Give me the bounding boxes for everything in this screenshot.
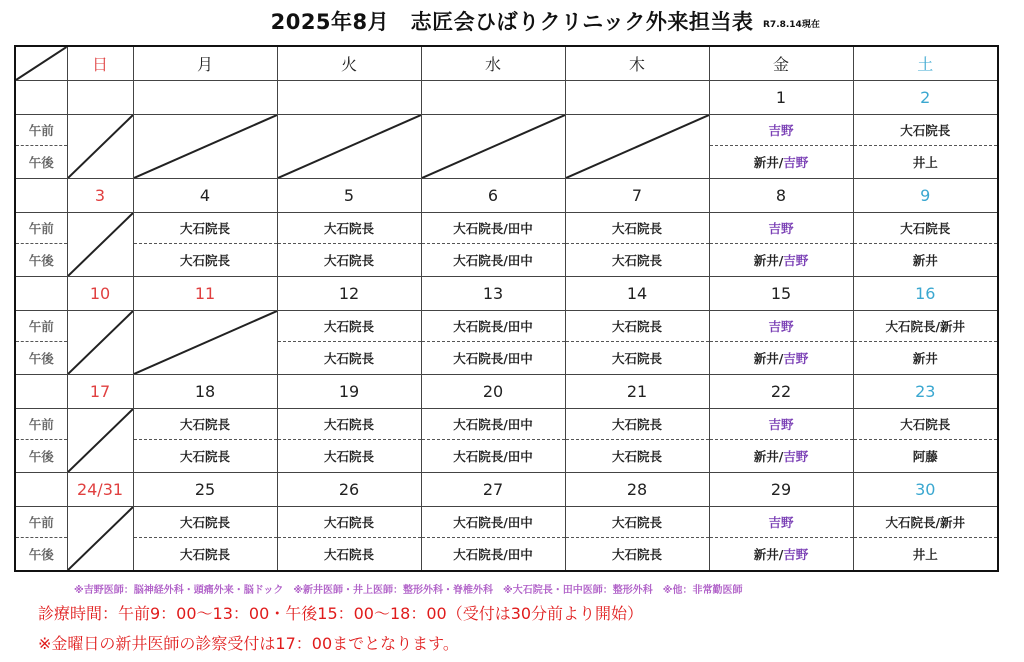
doctor-name-yoshino: 吉野 [783,351,809,366]
pm-row [15,538,998,572]
clinic-hours-notice: 診療時間：午前9：00～13：00・午後15：00～18：00（受付は30分前より開始） [38,604,644,623]
date-cell: 23 [853,375,998,409]
date-cell: 11 [133,277,277,311]
date-row [15,473,998,507]
date-cell: 17 [67,375,133,409]
pm-doctor-cell: 大石院長 [565,342,709,375]
am-doctor-cell: 大石院長 [277,311,421,342]
date-row-blank [15,277,67,311]
pm-doctor-cell: 新井 [853,342,998,375]
am-doctor-cell: 大石院長/田中 [421,311,565,342]
am-doctor-cell: 吉野 [709,311,853,342]
pm-doctor-cell: 大石院長 [133,244,277,277]
closed-cell [565,115,709,179]
date-cell: 20 [421,375,565,409]
date-cell: 9 [853,179,998,213]
pm-doctor-cell: 新井 [853,244,998,277]
date-cell: 1 [709,81,853,115]
date-cell: 22 [709,375,853,409]
am-doctor-cell: 大石院長 [853,213,998,244]
am-doctor-cell: 大石院長 [133,409,277,440]
pm-row [15,244,998,277]
am-doctor-cell: 吉野 [709,115,853,146]
pm-doctor-cell: 井上 [853,538,998,572]
am-doctor-cell: 大石院長 [853,115,998,146]
pm-doctor-cell: 大石院長 [277,538,421,572]
date-row-blank [15,179,67,213]
am-doctor-cell: 大石院長 [853,409,998,440]
corner-cell [15,46,67,81]
date-cell: 21 [565,375,709,409]
am-doctor-cell: 大石院長/田中 [421,507,565,538]
am-doctor-cell: 大石院長 [133,507,277,538]
pm-doctor-cell: 大石院長 [277,244,421,277]
doctor-name: 新井/ [753,253,784,268]
am-label: 午前 [15,311,67,342]
closed-cell [67,213,133,277]
am-doctor-cell: 大石院長/田中 [421,213,565,244]
pm-label: 午後 [15,342,67,375]
pm-doctor-cell: 大石院長 [565,244,709,277]
am-row [15,409,998,440]
pm-doctor-cell [709,244,853,277]
date-row-blank [15,375,67,409]
am-doctor-cell: 大石院長 [565,311,709,342]
date-cell: 13 [421,277,565,311]
pm-doctor-cell: 大石院長 [565,538,709,572]
am-doctor-cell: 大石院長 [133,213,277,244]
doctor-name: 新井/ [753,155,784,170]
pm-label: 午後 [15,538,67,572]
date-cell: 30 [853,473,998,507]
date-cell: 28 [565,473,709,507]
page-title: 2025年8月 志匠会ひばりクリニック外来担当表 [270,10,754,34]
pm-doctor-cell [709,440,853,473]
pm-doctor-cell: 大石院長/田中 [421,538,565,572]
date-cell: 15 [709,277,853,311]
closed-cell [133,115,277,179]
pm-doctor-cell: 大石院長 [133,538,277,572]
pm-doctor-cell: 大石院長/田中 [421,244,565,277]
am-label: 午前 [15,213,67,244]
doctor-name-yoshino: 吉野 [783,155,809,170]
date-cell [421,81,565,115]
am-doctor-cell: 大石院長/新井 [853,311,998,342]
pm-doctor-cell: 大石院長 [133,440,277,473]
am-doctor-cell: 吉野 [709,409,853,440]
schedule-table [14,45,999,572]
doctor-name-yoshino: 吉野 [783,547,809,562]
am-doctor-cell: 大石院長 [277,507,421,538]
date-cell: 6 [421,179,565,213]
pm-label: 午後 [15,244,67,277]
am-doctor-cell: 吉野 [709,507,853,538]
date-cell: 25 [133,473,277,507]
am-row [15,311,998,342]
am-label: 午前 [15,115,67,146]
doctor-specialty-note: ※吉野医師：脳神経外科・頭痛外来・脳ドック ※新井医師・井上医師：整形外科・脊椎外科 ※大石院長・田中医師：整形外科 ※他：非常勤医師 [74,585,743,596]
weekday-thu: 木 [565,46,709,81]
date-cell [67,81,133,115]
pm-doctor-cell [709,146,853,179]
doctor-name-yoshino: 吉野 [783,449,809,464]
date-cell: 10 [67,277,133,311]
pm-doctor-cell: 大石院長 [277,440,421,473]
weekday-sun: 日 [67,46,133,81]
pm-doctor-cell: 井上 [853,146,998,179]
date-row-blank [15,81,67,115]
am-row [15,213,998,244]
closed-cell [421,115,565,179]
date-cell: 7 [565,179,709,213]
date-row [15,277,998,311]
weekday-header-row [15,46,998,81]
date-cell: 19 [277,375,421,409]
am-label: 午前 [15,507,67,538]
date-row [15,81,998,115]
pm-doctor-cell: 大石院長/田中 [421,440,565,473]
pm-doctor-cell: 大石院長 [565,440,709,473]
am-doctor-cell: 大石院長 [565,409,709,440]
date-row-blank [15,473,67,507]
doctor-name: 新井/ [753,449,784,464]
date-cell: 27 [421,473,565,507]
doctor-name: 新井/ [753,351,784,366]
pm-doctor-cell: 阿藤 [853,440,998,473]
doctor-name-yoshino: 吉野 [783,253,809,268]
weekday-tue: 火 [277,46,421,81]
closed-cell [277,115,421,179]
date-cell: 3 [67,179,133,213]
as-of-date: R7.8.14現在 [763,20,820,30]
date-cell: 29 [709,473,853,507]
date-cell: 16 [853,277,998,311]
friday-notice: ※金曜日の新井医師の診察受付は17：00までとなります。 [38,634,459,653]
date-cell: 18 [133,375,277,409]
closed-cell [67,311,133,375]
am-doctor-cell: 大石院長/田中 [421,409,565,440]
date-row [15,179,998,213]
page-title-wrap [0,6,1024,36]
date-cell [565,81,709,115]
date-cell: 8 [709,179,853,213]
weekday-mon: 月 [133,46,277,81]
date-row [15,375,998,409]
doctor-name: 新井/ [753,547,784,562]
am-doctor-cell: 大石院長 [277,213,421,244]
date-cell: 24/31 [67,473,133,507]
pm-doctor-cell [709,342,853,375]
date-cell: 14 [565,277,709,311]
pm-doctor-cell: 大石院長/田中 [421,342,565,375]
weekday-sat: 土 [853,46,998,81]
date-cell: 4 [133,179,277,213]
closed-cell [133,311,277,375]
pm-row [15,440,998,473]
am-label: 午前 [15,409,67,440]
am-doctor-cell: 大石院長 [565,213,709,244]
pm-doctor-cell: 大石院長 [277,342,421,375]
date-cell: 2 [853,81,998,115]
date-cell [277,81,421,115]
am-doctor-cell: 大石院長 [565,507,709,538]
am-doctor-cell: 吉野 [709,213,853,244]
date-cell: 5 [277,179,421,213]
weekday-fri: 金 [709,46,853,81]
am-doctor-cell: 大石院長 [277,409,421,440]
pm-doctor-cell [709,538,853,572]
date-cell: 26 [277,473,421,507]
closed-cell [67,409,133,473]
weekday-wed: 水 [421,46,565,81]
pm-label: 午後 [15,146,67,179]
date-cell [133,81,277,115]
am-row [15,507,998,538]
closed-cell [67,507,133,572]
pm-label: 午後 [15,440,67,473]
closed-cell [67,115,133,179]
date-cell: 12 [277,277,421,311]
am-row [15,115,998,146]
am-doctor-cell: 大石院長/新井 [853,507,998,538]
